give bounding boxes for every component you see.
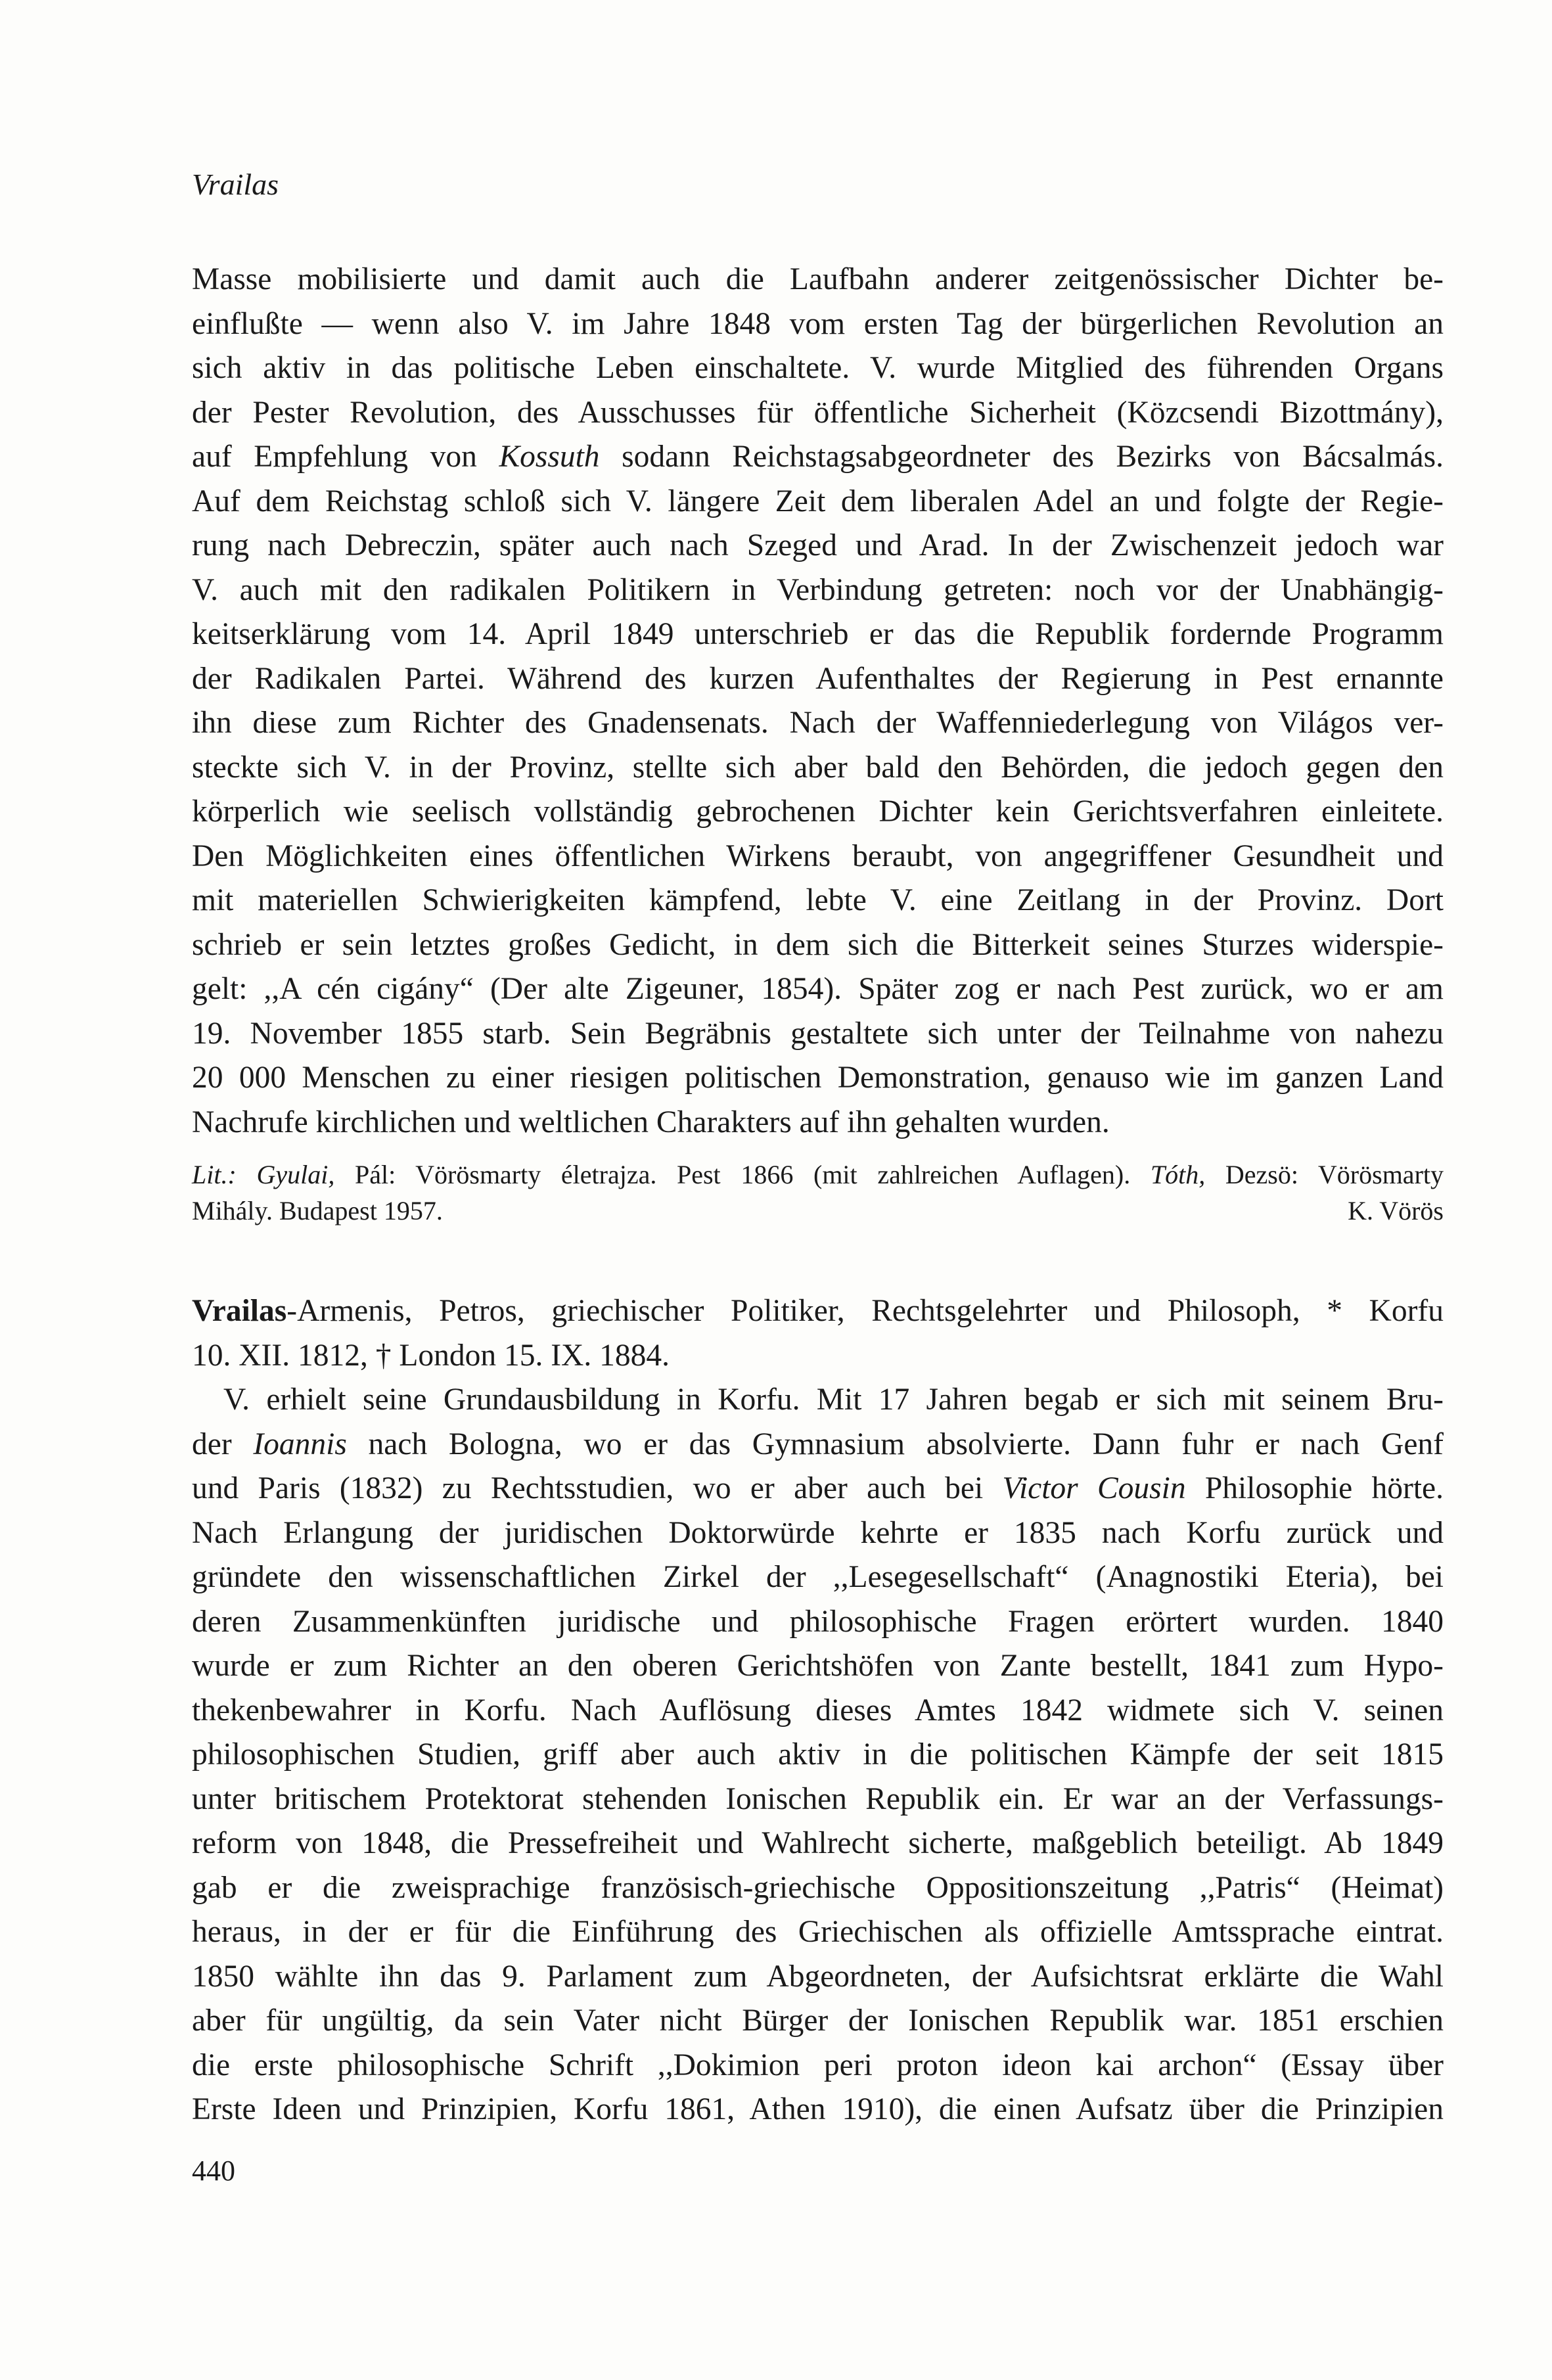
text-line: philosophischen Studien, griff aber auch aktiv in die politischen Kämpfe der seit 1815	[192, 1737, 1444, 1772]
text-line: unter britischem Protektorat stehenden Ionischen Republik ein. Er war an der Verfassungs-	[192, 1781, 1444, 1816]
text-line: auf Empfehlung von Kossuth sodann Reichstagsabgeordneter des Bezirks von Bácsalmás.	[192, 440, 1444, 474]
article-vorosmarty-continuation	[192, 258, 1444, 1145]
text-line: gründete den wissenschaftlichen Zirkel der ,,Lesegesellschaft“ (Anagnostiki Eteria), bei	[192, 1560, 1444, 1594]
text-line: schrieb er sein letztes großes Gedicht, in dem sich die Bitterkeit seines Sturzes widerspie-	[192, 927, 1444, 962]
text-line: ihn diese zum Richter des Gnadensenats. Nach der Waffenniederlegung von Világos ver-	[192, 706, 1444, 740]
text-line: der Radikalen Partei. Während des kurzen Aufenthaltes der Regierung in Pest ernannte	[192, 661, 1444, 696]
text-line: die erste philosophische Schrift ,,Dokimion peri proton ideon kai archon“ (Essay über	[192, 2048, 1444, 2082]
text-line: Masse mobilisierte und damit auch die Laufbahn anderer zeitgenössischer Dichter be-	[192, 262, 1444, 296]
text-line: V. erhielt seine Grundausbildung in Korfu. Mit 17 Jahren begab er sich mit seinem Bru-	[223, 1383, 1444, 1417]
text-line: wurde er zum Richter an den oberen Gerichtshöfen von Zante bestellt, 1841 zum Hypo-	[192, 1649, 1444, 1683]
text-line: 1850 wählte ihn das 9. Parlament zum Abgeordneten, der Aufsichtsrat erklärte die Wahl	[192, 1959, 1444, 1994]
person-name: Ioannis	[253, 1427, 347, 1461]
literature-author: Tóth,	[1150, 1160, 1206, 1189]
entry-headword: Vrailas	[192, 1294, 287, 1328]
text-line: Nachrufe kirchlichen und weltlichen Charakters auf ihn gehalten wurden.	[192, 1105, 1110, 1139]
literature-line-1	[192, 1156, 1444, 1193]
literature-text: Pál: Vörösmarty életrajza. Pest 1866 (mit zahlreichen Auflagen).	[334, 1160, 1151, 1189]
text-line: sich aktiv in das politische Leben einschaltete. V. wurde Mitglied des führenden Organs	[192, 351, 1444, 385]
text-line: rung nach Debreczin, später auch nach Szeged und Arad. In der Zwischenzeit jedoch war	[192, 528, 1444, 562]
text-line: heraus, in der er für die Einführung des Griechischen als offizielle Amtssprache eintrat.	[192, 1915, 1444, 1949]
text-line: einflußte — wenn also V. im Jahre 1848 vom ersten Tag der bürgerlichen Revolution an	[192, 306, 1444, 341]
literature-line-2	[192, 1193, 1444, 1229]
text-line: gelt: ,,A cén cigány“ (Der alte Zigeuner, 1854). Später zog er nach Pest zurück, wo er am	[192, 972, 1444, 1006]
literature-text: Dezsö: Vörösmarty	[1205, 1160, 1444, 1189]
text-line: Den Möglichkeiten eines öffentlichen Wirkens beraubt, von angegriffener Gesundheit und	[192, 838, 1444, 873]
text-line: der Pester Revolution, des Ausschusses für öffentliche Sicherheit (Közcsendi Bizottmány),	[192, 395, 1444, 430]
person-name: Kossuth	[499, 440, 600, 474]
page-number: 440	[192, 2155, 235, 2187]
literature-label: Lit.:	[192, 1160, 237, 1189]
text-line: 20 000 Menschen zu einer riesigen politischen Demonstration, genauso wie im ganzen Land	[192, 1061, 1444, 1095]
literature-author: Gyulai,	[256, 1160, 335, 1189]
text-line: Auf dem Reichstag schloß sich V. längere Zeit dem liberalen Adel an und folgte der Regie-	[192, 484, 1444, 518]
text-line: Nach Erlangung der juridischen Doktorwürde kehrte er 1835 nach Korfu zurück und	[192, 1515, 1444, 1550]
author-signature: K. Vörös	[1348, 1196, 1444, 1225]
text-line: keitserklärung vom 14. April 1849 unterschrieb er das die Republik fordernde Programm	[192, 617, 1444, 651]
article-vrailas	[192, 1289, 1444, 2132]
text-line: thekenbewahrer in Korfu. Nach Auflösung dieses Amtes 1842 widmete sich V. seinen	[192, 1693, 1444, 1728]
text-line: körperlich wie seelisch vollständig gebrochenen Dichter kein Gerichtsverfahren einleitete.	[192, 794, 1444, 829]
text-line: gab er die zweisprachige französisch-griechische Oppositionszeitung ,,Patris“ (Heimat)	[192, 1870, 1444, 1905]
running-head: Vrailas	[192, 168, 279, 201]
entry-head-text: -Armenis, Petros, griechischer Politiker, Rechtsgelehrter und Philosoph, * Korfu	[286, 1294, 1444, 1328]
text-line: der Ioannis nach Bologna, wo er das Gymnasium absolvierte. Dann fuhr er nach Genf	[192, 1427, 1444, 1461]
text-line: mit materiellen Schwierigkeiten kämpfend, lebte V. eine Zeitlang in der Provinz. Dort	[192, 883, 1444, 917]
text-line: aber für ungültig, da sein Vater nicht Bürger der Ionischen Republik war. 1851 erschien	[192, 2003, 1444, 2038]
text-line: reform von 1848, die Pressefreiheit und Wahlrecht sicherte, maßgeblich beteiligt. Ab 1849	[192, 1826, 1444, 1860]
literature-block	[192, 1156, 1444, 1229]
text-line: deren Zusammenkünften juridische und philosophische Fragen erörtert wurden. 1840	[192, 1604, 1444, 1639]
entry-head-line	[192, 1289, 1444, 1334]
text-line: steckte sich V. in der Provinz, stellte sich aber bald den Behörden, die jedoch gegen den	[192, 750, 1444, 785]
text-line: Erste Ideen und Prinzipien, Korfu 1861, Athen 1910), die einen Aufsatz über die Prinzipien	[192, 2092, 1444, 2126]
text-line: V. auch mit den radikalen Politikern in Verbindung getreten: noch vor der Unabhängig-	[192, 572, 1444, 607]
literature-text: Mihály. Budapest 1957.	[192, 1196, 443, 1225]
person-name: Victor Cousin	[1002, 1471, 1186, 1505]
text-line: 19. November 1855 starb. Sein Begräbnis gestaltete sich unter der Teilnahme von nahezu	[192, 1016, 1444, 1051]
text-line: und Paris (1832) zu Rechtsstudien, wo er aber auch bei Victor Cousin Philosophie hörte.	[192, 1471, 1444, 1505]
text-line: 10. XII. 1812, † London 15. IX. 1884.	[192, 1338, 670, 1373]
